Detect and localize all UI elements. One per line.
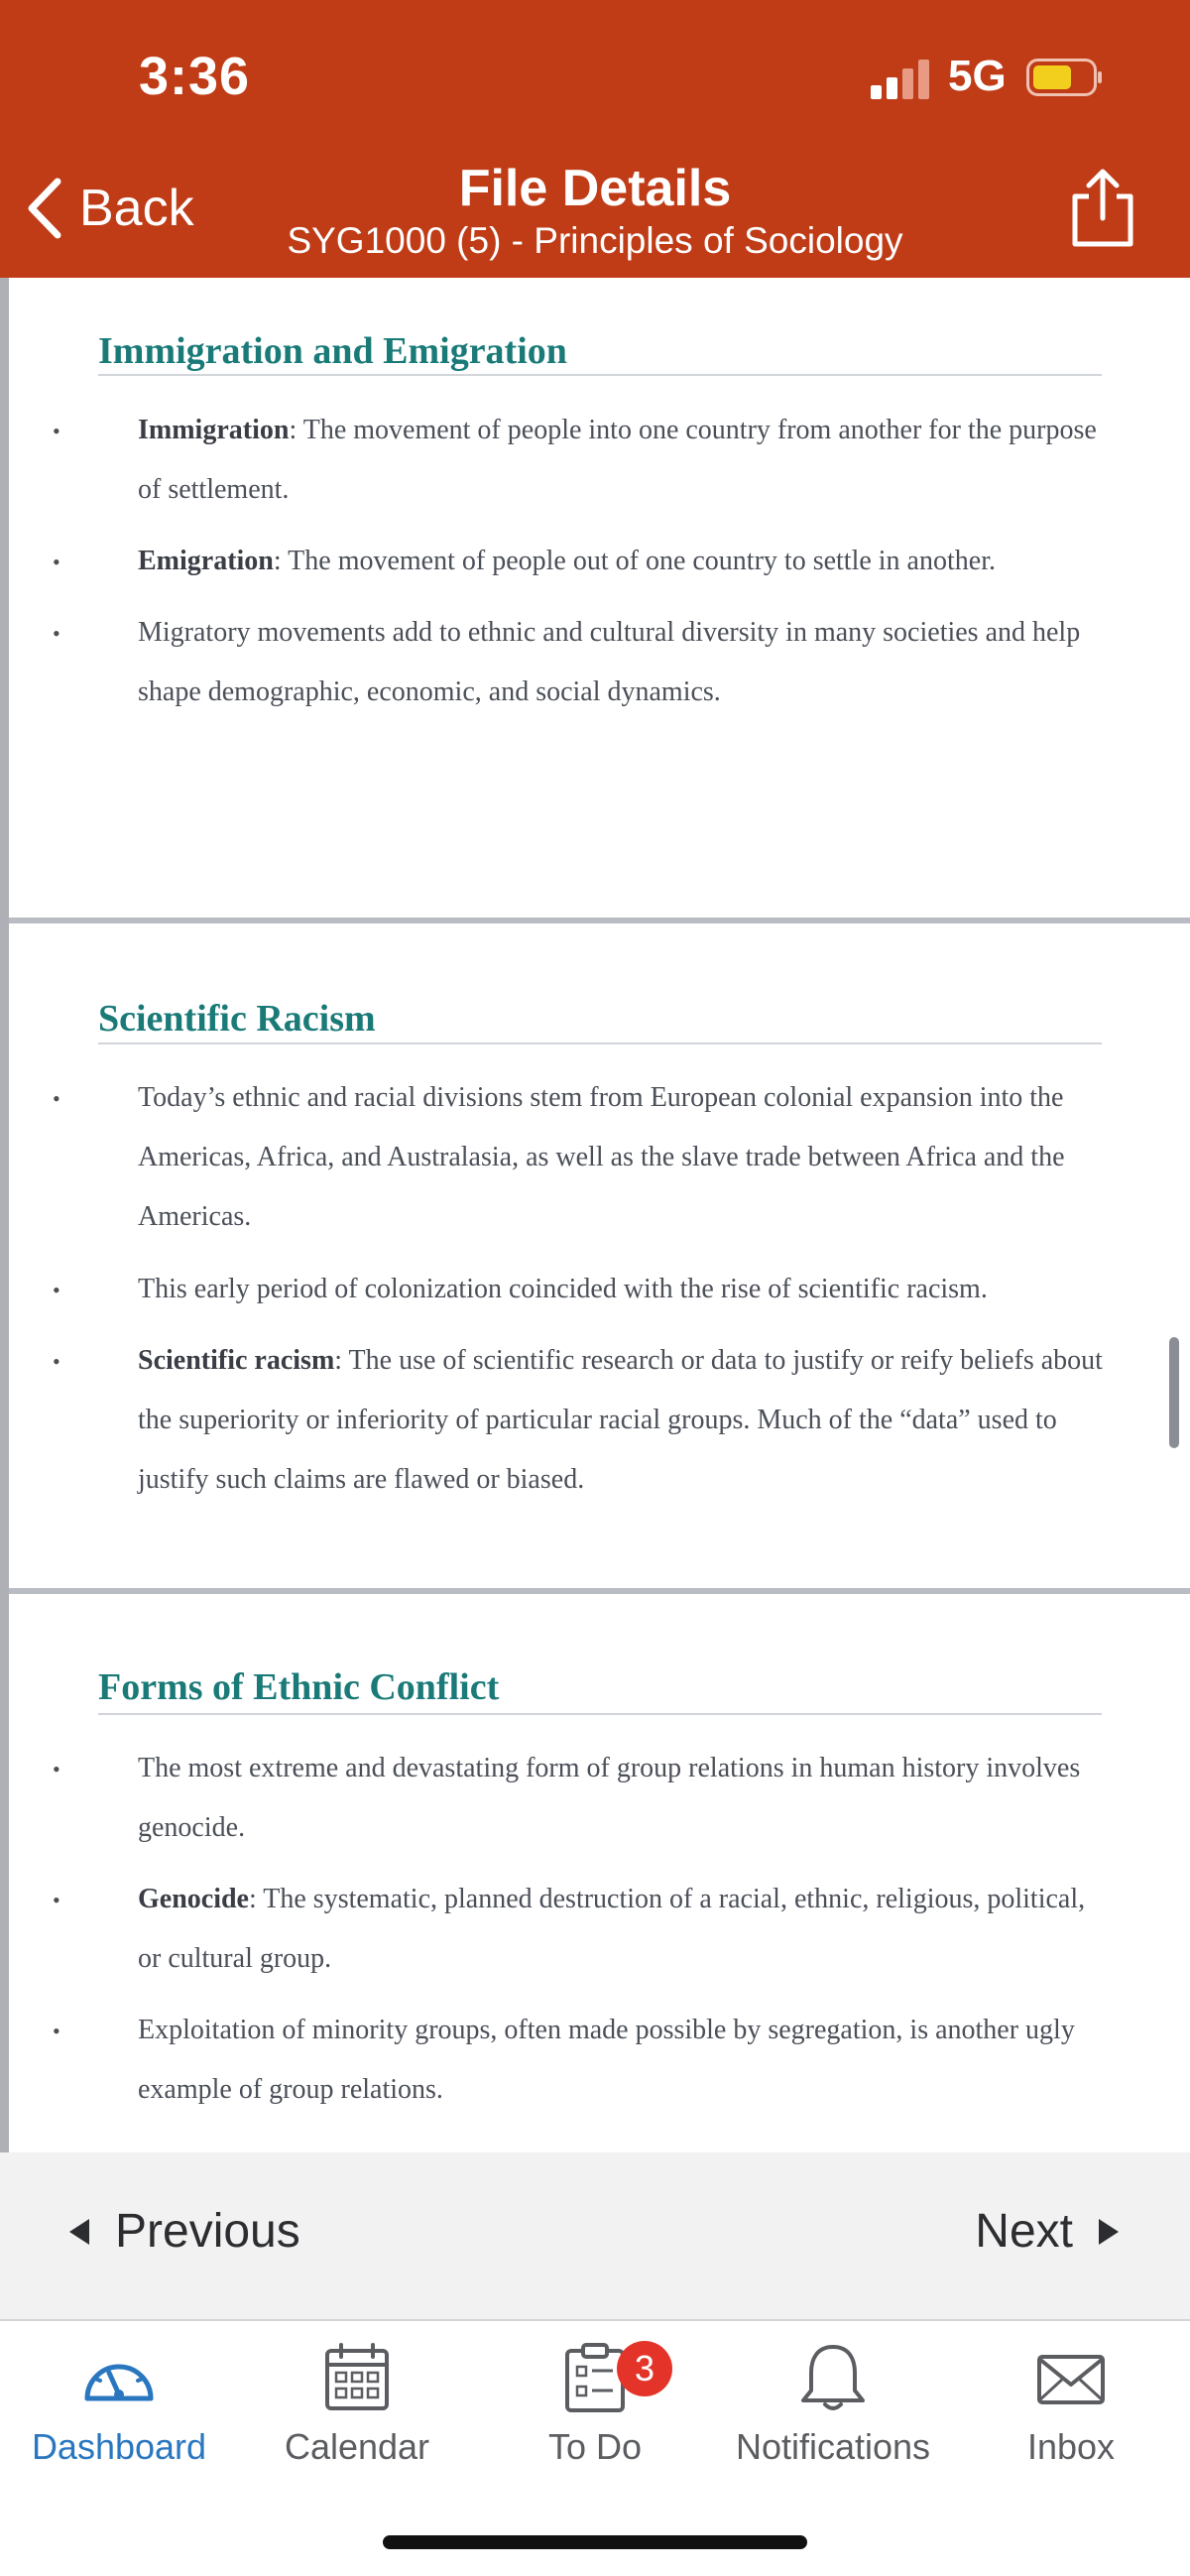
tab-label: To Do <box>547 2426 643 2467</box>
list-item <box>138 1870 1110 1989</box>
bullet-term: Emigration <box>138 546 274 576</box>
tab-inbox[interactable] <box>952 2343 1190 2502</box>
next-button[interactable] <box>975 2204 1119 2259</box>
slide-heading: Forms of Ethnic Conflict <box>98 1666 500 1708</box>
dashboard-icon <box>79 2343 159 2412</box>
page-title: File Details <box>458 160 732 217</box>
list-item <box>138 1068 1110 1247</box>
viewer-left-edge <box>0 278 9 2152</box>
bullet-term: Genocide <box>138 1884 249 1914</box>
bullet-term: Scientific racism <box>138 1345 335 1376</box>
bullet-marker: • <box>53 1888 60 1912</box>
share-icon[interactable] <box>1065 167 1140 250</box>
pager-bar <box>0 2152 1190 2319</box>
bullet-text: : The systematic, planned destruction of a racial, ethnic, religious, political, or cultural group. <box>138 1884 1086 1974</box>
previous-button[interactable] <box>69 2204 300 2259</box>
bullet-text: : The movement of people into one country from another for the purpose of settlement. <box>138 415 1097 505</box>
bullet-marker: • <box>53 1757 60 1781</box>
bullet-marker: • <box>53 419 60 443</box>
tab-calendar[interactable] <box>238 2343 476 2502</box>
slide-heading: Immigration and Emigration <box>98 330 567 372</box>
bullet-text: : The use of scientific research or data to justify or reify beliefs about the superiority or inferiority of particular racial groups. Much of the “data” used to justify such claims are flawed or biased. <box>138 1345 1103 1495</box>
list-item <box>138 532 1110 591</box>
tab-notifications[interactable] <box>714 2343 952 2502</box>
page-subtitle: SYG1000 (5) - Principles of Sociology <box>287 220 903 261</box>
tab-label: Dashboard <box>31 2426 207 2467</box>
slide-ethnic-conflict <box>9 1594 1190 2152</box>
bullet-marker: • <box>53 1086 60 1111</box>
bullet-text: : The movement of people out of one country to settle in another. <box>273 546 996 576</box>
inbox-icon <box>1031 2343 1111 2412</box>
battery-icon <box>1026 59 1104 96</box>
status-time: 3:36 <box>139 47 251 106</box>
scrollbar-thumb[interactable] <box>1169 1337 1179 1448</box>
tab-label: Calendar <box>284 2426 430 2467</box>
document-viewer[interactable] <box>0 278 1190 2152</box>
heading-rule <box>98 1043 1102 1044</box>
list-item <box>138 1260 1110 1319</box>
previous-label: Previous <box>115 2205 300 2258</box>
list-item <box>138 401 1110 520</box>
bell-icon <box>793 2343 873 2412</box>
bullet-marker: • <box>53 1278 60 1302</box>
signal-strength-icon <box>871 60 932 99</box>
tab-label: Notifications <box>735 2426 931 2467</box>
bullet-text: The most extreme and devastating form of group relations in human history involves genocide. <box>138 1753 1081 1843</box>
calendar-icon <box>317 2343 397 2412</box>
bullet-marker: • <box>53 550 60 574</box>
home-indicator <box>383 2535 807 2549</box>
header <box>0 0 1190 278</box>
network-type: 5G <box>948 52 1007 100</box>
bullet-text: This early period of colonization coincided with the rise of scientific racism. <box>138 1274 988 1304</box>
bullet-marker: • <box>53 2019 60 2043</box>
todo-count-badge: 3 <box>617 2341 672 2396</box>
list-item <box>138 1331 1110 1510</box>
slide-scientific-racism <box>9 923 1190 1588</box>
back-label: Back <box>79 180 194 237</box>
list-item <box>138 603 1110 722</box>
triangle-left-icon <box>69 2219 89 2245</box>
bullet-text: Migratory movements add to ethnic and cultural diversity in many societies and help shape demographic, economic, and social dynamics. <box>138 617 1081 707</box>
tab-dashboard[interactable] <box>0 2343 238 2502</box>
bullet-text: Exploitation of minority groups, often made possible by segregation, is another ugly example of group relations. <box>138 2015 1075 2105</box>
bullet-marker: • <box>53 1349 60 1374</box>
list-item <box>138 2001 1110 2120</box>
heading-rule <box>98 1713 1102 1715</box>
triangle-right-icon <box>1099 2219 1119 2245</box>
slide-immigration <box>9 278 1190 918</box>
bullet-text: Today’s ethnic and racial divisions stem from European colonial expansion into the Americas, Africa, and Australasia, as well as the slave trade between Africa and the Americas. <box>138 1082 1065 1232</box>
bullet-marker: • <box>53 621 60 646</box>
heading-rule <box>98 374 1102 376</box>
bullet-term: Immigration <box>138 415 290 445</box>
slide-heading: Scientific Racism <box>98 998 376 1040</box>
next-label: Next <box>975 2205 1073 2258</box>
list-item <box>138 1739 1110 1858</box>
tab-label: Inbox <box>1026 2426 1116 2467</box>
tab-to-do[interactable] <box>476 2343 714 2502</box>
